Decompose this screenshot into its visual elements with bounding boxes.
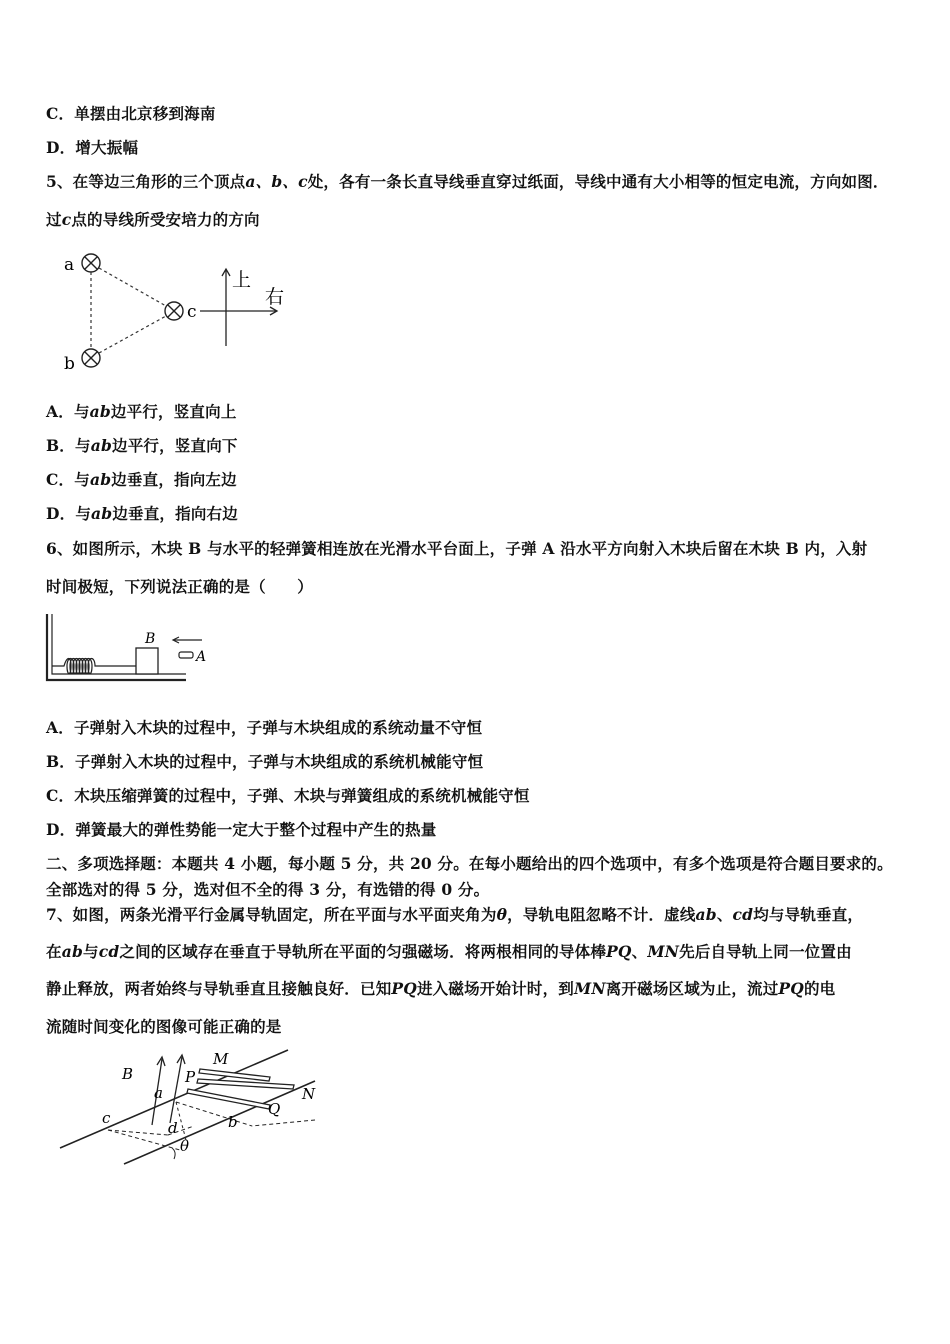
q5-label-c: c <box>187 302 197 322</box>
q7-var: MN <box>647 942 680 961</box>
q7-var: PQ <box>606 942 632 961</box>
option-text: 与 <box>74 470 90 489</box>
option-letter: A． <box>46 718 74 737</box>
q7-text: 先后自导轨上同一位置由 <box>679 942 852 961</box>
q4-option-d <box>46 136 138 158</box>
angle-arc <box>172 1148 175 1159</box>
q7-text: 之间的区域存在垂直于导轨所在平面的匀强磁场．将两根相同的导体棒 <box>119 942 607 961</box>
q7-var: ab <box>695 905 717 924</box>
q7-label-Q: Q <box>268 1100 281 1118</box>
q7-label-c: c <box>102 1109 111 1127</box>
q5-stem-line2 <box>46 208 260 230</box>
option-letter: D． <box>46 138 76 157</box>
q5-stem-text: 处，各有一条长直导线垂直穿过纸面，导线中通有大小相等的恒定电流，方向如图． <box>307 172 889 191</box>
option-letter: D． <box>46 504 76 523</box>
q7-label-d: d <box>168 1119 178 1137</box>
option-text: 边垂直，指向右边 <box>112 504 238 523</box>
q5-label-up: 上 <box>232 269 252 291</box>
q7-text: 进入磁场开始计时，到 <box>416 979 574 998</box>
q6-option-d <box>46 818 436 840</box>
q7-stem-line3 <box>46 977 835 999</box>
wire-b-into-page-icon <box>82 349 100 367</box>
q7-var: ab <box>61 942 83 961</box>
q7-stem-line1 <box>46 903 863 925</box>
q7-label-P: P <box>185 1068 196 1086</box>
q5-stem-text: 点的导线所受安培力的方向 <box>71 210 260 229</box>
option-letter: C． <box>46 104 75 123</box>
option-letter: C． <box>46 786 75 805</box>
q5-stem-line1 <box>46 170 889 192</box>
q7-text: 离开磁场区域为止，流过 <box>605 979 779 998</box>
wall-and-table <box>47 614 186 680</box>
option-text: 与 <box>75 504 92 523</box>
q5-stem-vars: a、b、c <box>245 172 308 191</box>
q7-text: 、 <box>631 942 648 961</box>
option-text: 子弹射入木块的过程中，子弹与木块组成的系统动量不守恒 <box>73 718 483 737</box>
option-text: 弹簧最大的弹性势能一定大于整个过程中产生的热量 <box>75 820 437 839</box>
q5-stem-text: 过 <box>46 210 62 229</box>
q7-text: ，导轨电阻忽略不计．虚线 <box>507 905 696 924</box>
q7-label-M: M <box>213 1050 229 1068</box>
option-var: ab <box>89 470 112 489</box>
q6-figure <box>44 610 207 685</box>
q7-figure <box>56 1045 326 1170</box>
q7-label-a: a <box>154 1084 163 1102</box>
section2-header-line1: 二、多项选择题：本题共 4 小题，每小题 5 分，共 20 分。在每小题给出的四个选项中，有多个选项是符合题目要求的。 <box>46 854 893 873</box>
option-letter: B． <box>46 752 76 771</box>
q7-text: 在 <box>46 942 62 961</box>
option-var: ab <box>90 436 112 455</box>
q7-stem-line2 <box>46 940 852 962</box>
q6-stem-line1: 6、如图所示，木块 B 与水平的轻弹簧相连放在光滑水平台面上，子弹 A 沿水平方向射入木块后留在木块 B 内，入射 <box>46 539 868 558</box>
block-b <box>136 648 158 674</box>
option-text: 与 <box>75 436 91 455</box>
triangle-dashed-edges <box>91 268 166 353</box>
q7-text: 7、如图，两条光滑平行金属导轨固定，所在平面与水平面夹角为 <box>46 905 497 924</box>
q5-stem-var: c <box>61 210 72 229</box>
q7-label-N: N <box>302 1085 316 1103</box>
option-text: 木块压缩弹簧的过程中，子弹、木块与弹簧组成的系统机械能守恒 <box>74 786 530 805</box>
q7-var: θ <box>496 905 508 924</box>
q5-label-a: a <box>64 255 75 275</box>
q7-stem-line4: 流随时间变化的图像可能正确的是 <box>46 1017 282 1036</box>
option-letter: D． <box>46 820 76 839</box>
bullet-a <box>179 652 193 658</box>
option-text: 增大振幅 <box>75 138 139 157</box>
q7-var: cd <box>732 905 754 924</box>
option-text: 边平行，竖直向上 <box>110 402 237 421</box>
option-text: 边垂直，指向左边 <box>111 470 237 489</box>
q6-option-c <box>46 784 530 806</box>
option-text: 与 <box>73 402 90 421</box>
q5-option-a <box>46 400 237 422</box>
q5-option-b <box>46 434 238 456</box>
q6-stem-line2: 时间极短，下列说法正确的是（ ） <box>46 577 313 596</box>
q6-option-b <box>46 750 483 772</box>
wire-a-into-page-icon <box>82 254 100 272</box>
q4-option-c <box>46 102 216 124</box>
option-letter: A． <box>46 402 74 421</box>
q5-figure <box>60 248 300 378</box>
q5-stem-text: 5、在等边三角形的三个顶点 <box>46 172 246 191</box>
wire-c-into-page-icon <box>165 302 183 320</box>
q7-label-b: b <box>228 1113 238 1131</box>
option-text: 子弹射入木块的过程中，子弹与木块组成的系统机械能守恒 <box>75 752 484 771</box>
option-text: 边平行，竖直向下 <box>112 436 238 455</box>
spring-icon <box>52 659 136 674</box>
dashed-extensions <box>108 1102 315 1135</box>
q5-label-b: b <box>64 354 75 374</box>
q6-label-b: B <box>145 631 156 647</box>
q7-text: 的电 <box>803 979 836 998</box>
option-var: ab <box>89 402 111 421</box>
option-text: 单摆由北京移到海南 <box>74 104 216 123</box>
arrow-left-icon <box>173 637 202 643</box>
q6-option-a <box>46 716 482 738</box>
q7-var: PQ <box>391 979 417 998</box>
section2-header-line2: 全部选对的得 5 分，选对但不全的得 3 分，有选错的得 0 分。 <box>46 880 490 899</box>
q7-label-B: B <box>122 1065 134 1083</box>
q7-var: cd <box>98 942 120 961</box>
q7-text: 、 <box>716 905 733 924</box>
q7-text: 均与导轨垂直， <box>753 905 864 924</box>
option-letter: C． <box>46 470 75 489</box>
q7-text: 与 <box>82 942 99 961</box>
option-var: ab <box>91 504 113 523</box>
q7-label-theta: θ <box>180 1137 190 1155</box>
option-letter: B． <box>46 436 76 455</box>
q5-option-c <box>46 468 237 490</box>
q5-option-d <box>46 502 238 524</box>
q5-label-right: 右 <box>265 286 285 308</box>
q7-var: PQ <box>778 979 804 998</box>
q6-label-a: A <box>196 649 207 665</box>
q7-text: 静止释放，两者始终与导轨垂直且接触良好．已知 <box>46 979 392 998</box>
q7-var: MN <box>573 979 606 998</box>
